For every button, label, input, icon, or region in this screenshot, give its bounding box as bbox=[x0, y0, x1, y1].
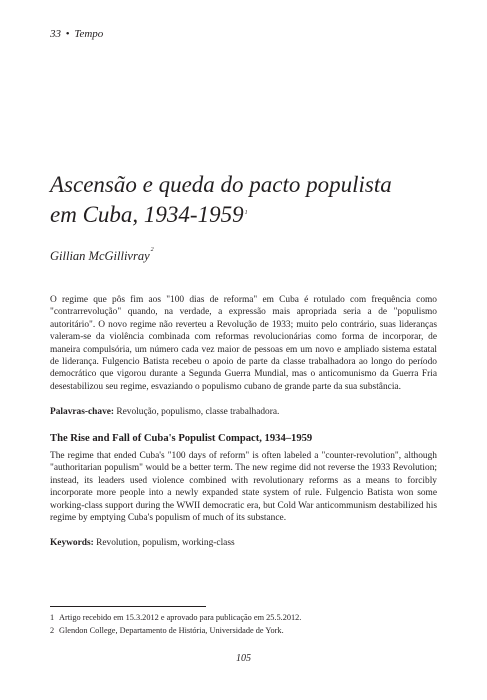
footnote-number: 1 bbox=[50, 613, 55, 622]
footnote-number: 2 bbox=[50, 625, 55, 635]
keywords-portuguese bbox=[50, 406, 437, 418]
abstract-portuguese: O regime que pôs fim aos "100 dias de reforma" em Cuba é rotulado com frequência como "contrarrevolução" quando, na verdade, a expressão mais apropriada seria a de "populismo autoritário". O novo regime não reverteu a Revolução de 1933; muito pelo contrário, suas lideranças valeram-se da violência combinada com reformas revolucionárias como forma de incorporar, de maneira compulsória, um número cada vez maior de pessoas em um novo e ampliado sistema estatal de liderança. Fulgencio Batista recebeu o apoio de parte da classe trabalhadora ao longo do período democrático que vigorou durante a Segunda Guerra Mundial, mas o anticomunismo da Guerra Fria desestabilizou seu regime, esvaziando o populismo cubano de grande parte da sua substância. bbox=[50, 295, 437, 392]
footnote-text: Glendon College, Departamento de História, Universidade de York. bbox=[59, 625, 284, 635]
title-footnote-marker: 1 bbox=[244, 210, 248, 216]
author-footnote-marker: 2 bbox=[150, 247, 154, 253]
title-line-1: Ascensão e queda do pacto populista bbox=[50, 172, 392, 197]
keywords-value-en: Revolution, populism, working-class bbox=[96, 538, 235, 548]
keywords-label-pt: Palavras-chave: bbox=[50, 407, 115, 417]
footnote-item bbox=[50, 625, 437, 638]
keywords-value-pt: Revolução, populismo, classe trabalhadora. bbox=[116, 407, 280, 417]
article-title bbox=[50, 170, 450, 230]
bullet-separator: • bbox=[65, 28, 70, 40]
footnote-item bbox=[50, 612, 437, 625]
journal-name: Tempo bbox=[74, 28, 104, 40]
footnote-divider bbox=[50, 606, 206, 607]
abstract-english: The regime that ended Cuba's "100 days of reform" is often labeled a "counter-revolution", although "authoritarian populism" would be a better term. The new regime did not reverse the 1933 Revolution; instead, its leaders used violence combined with revolutionary reforms as a means to forcibly incorporate more people into a newly expanded state system of rule. Fulgencio Batista won some working-class support during the WWII democratic era, but Cold War anticommunism destabilized his regime by emptying Cuba's populism of much of its substance. bbox=[50, 451, 437, 524]
title-line-2: em Cuba, 1934-1959 bbox=[50, 202, 244, 227]
page-number: 105 bbox=[236, 653, 251, 664]
keywords-label-en: Keywords: bbox=[50, 538, 94, 548]
running-head bbox=[50, 28, 103, 40]
footnotes-list bbox=[50, 612, 437, 637]
author-text: Gillian McGillivray bbox=[50, 249, 150, 263]
author-name bbox=[50, 249, 154, 264]
keywords-english bbox=[50, 537, 437, 549]
issue-number: 33 bbox=[50, 28, 61, 40]
english-title-heading: The Rise and Fall of Cuba's Populist Compact, 1934–1959 bbox=[50, 433, 313, 444]
footnote-text: Artigo recebido em 15.3.2012 e aprovado para publicação em 25.5.2012. bbox=[59, 613, 302, 622]
